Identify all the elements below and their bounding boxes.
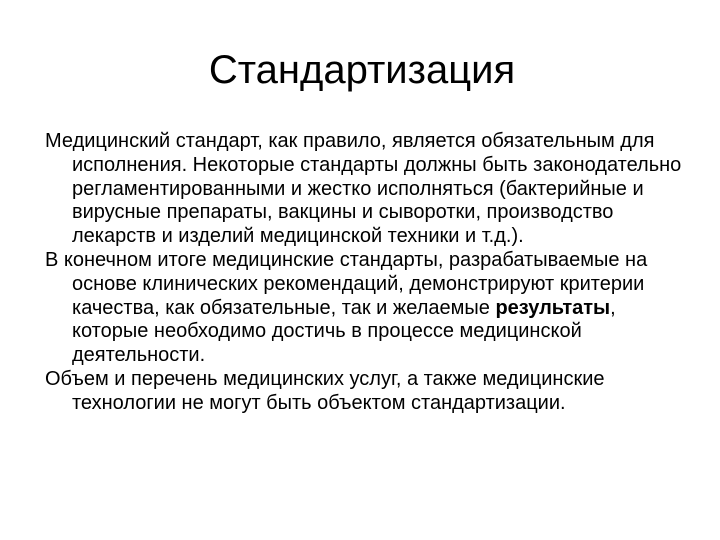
slide-title: Стандартизация (208, 48, 516, 92)
paragraph-text-after: , которые необходимо достичь в процессе медицинской деятельности. (72, 296, 616, 367)
paragraph-text-before: В конечном итоге медицинские стандарты, разрабатываемые на основе клинических рекомендаций, демонстрируют критерии качества, как обязательные, так и желаемые (45, 248, 648, 319)
paragraph-quality-criteria (45, 249, 685, 368)
paragraph-mandatory-standards: Медицинский стандарт, как правило, является обязательным для исполнения. Некоторые стандарты должны быть законодательно регламентированными и жестко исполняться (бактерийные и вирусные препараты, вакцины и сыворотки, производство лекарств и изделий медицинской техники и т.д.). (45, 130, 682, 248)
bold-term-results: результаты (495, 296, 611, 319)
slide-body (45, 130, 685, 416)
paragraph-not-standardized: Объем и перечень медицинских услуг, а также медицинские технологии не могут быть объектом стандартизации. (45, 367, 605, 414)
